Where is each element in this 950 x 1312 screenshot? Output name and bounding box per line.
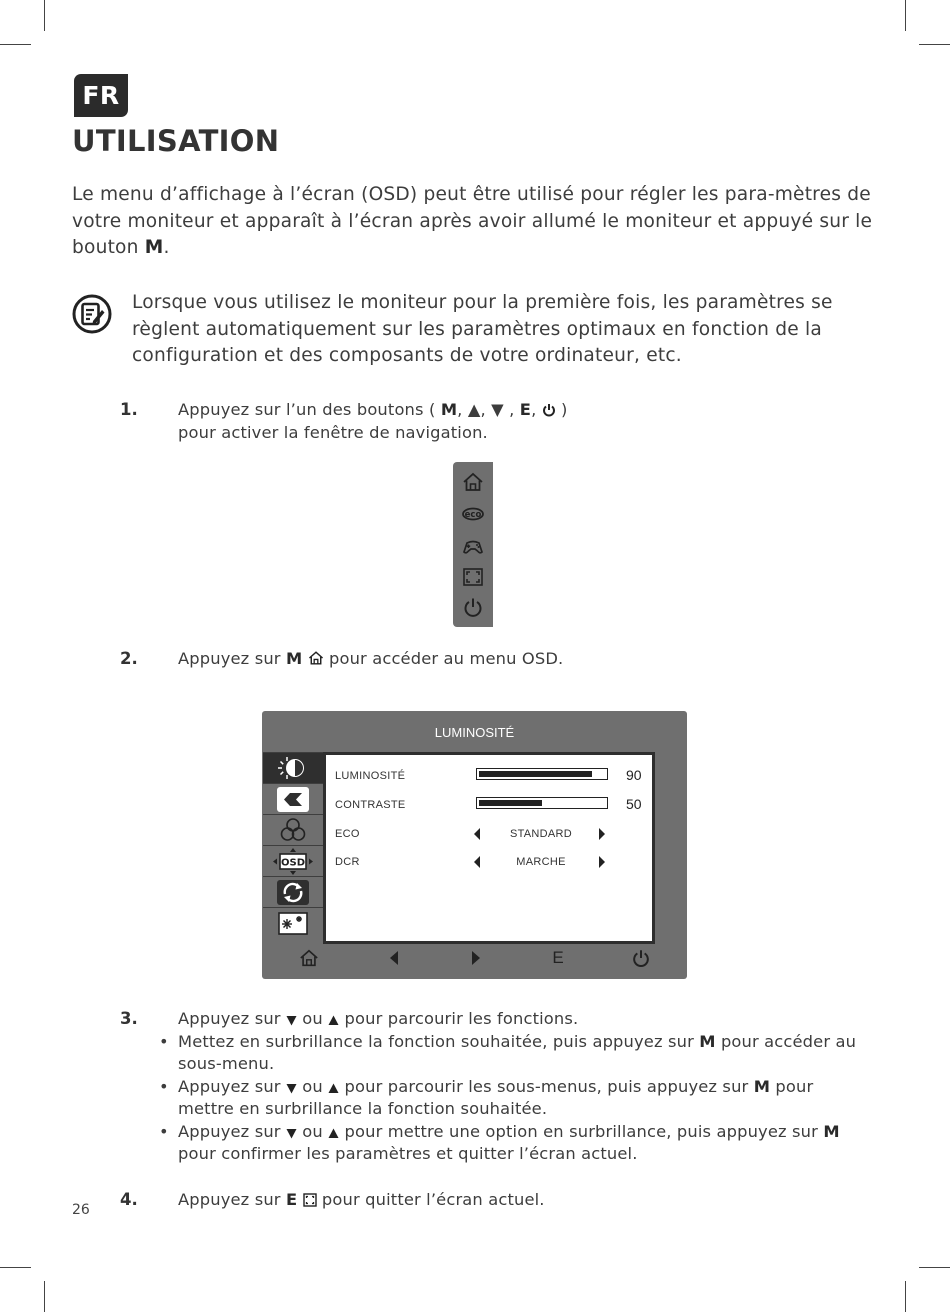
- exit-e-button[interactable]: E: [552, 948, 564, 967]
- home-icon: [308, 650, 324, 666]
- bullet-item: [178, 1076, 868, 1121]
- step-text-part: pour parcourir les fonctions.: [339, 1009, 579, 1028]
- page-title: UTILISATION: [72, 124, 280, 158]
- osd-label-dcr: DCR: [335, 856, 360, 868]
- step-number: 2.: [120, 649, 138, 668]
- contrast-slider[interactable]: [476, 797, 608, 809]
- power-icon[interactable]: [631, 948, 651, 968]
- eco-option: STANDARD: [509, 828, 573, 840]
- crop-mark: [0, 44, 31, 45]
- key-m: M: [753, 1076, 771, 1096]
- home-icon[interactable]: [299, 948, 319, 968]
- step-text-part: Appuyez sur: [178, 1190, 286, 1209]
- bullet-item: [178, 1121, 868, 1166]
- key-m: M: [440, 400, 458, 419]
- osd-tab-osd-settings[interactable]: [263, 845, 323, 876]
- image-icon: [277, 787, 309, 812]
- gamepad-icon[interactable]: [462, 535, 484, 557]
- intro-end: .: [163, 237, 170, 258]
- key-m: M: [144, 237, 164, 258]
- dcr-next-arrow[interactable]: [599, 856, 605, 868]
- crop-mark: [44, 0, 45, 31]
- down-arrow-icon: [286, 1015, 297, 1026]
- dcr-option: MARCHE: [516, 856, 566, 868]
- step-text-part: pour mettre en surbrillance la fonction souhaitée.: [178, 1076, 814, 1118]
- step-4-text: [178, 1189, 868, 1212]
- step-text-part: ou: [296, 1121, 329, 1141]
- step-text-part: pour parcourir les sous-menus, puis appuyez sur: [339, 1076, 754, 1096]
- crop-mark: [919, 1267, 950, 1268]
- step-text-part: pour mettre une option en surbrillance, puis appuyez sur: [339, 1121, 824, 1141]
- step-text-part: Appuyez sur: [178, 1121, 286, 1141]
- intro-paragraph: [72, 182, 882, 262]
- crop-mark: [44, 1281, 45, 1312]
- key-m: M: [823, 1121, 840, 1141]
- step-text-part: pour confirmer les paramètres et quitter l’écran actuel.: [178, 1144, 638, 1163]
- key-e: E: [519, 400, 532, 419]
- slider-fill: [479, 771, 592, 777]
- left-arrow-icon[interactable]: [385, 948, 405, 968]
- osd-sidebar: [263, 752, 323, 940]
- navigation-bar: [453, 462, 493, 627]
- osd-menu: [262, 711, 687, 979]
- osd-settings-icon: [273, 848, 313, 875]
- step-3-intro: [178, 1008, 868, 1031]
- brightness-value: 90: [626, 767, 642, 783]
- intro-text: Le menu d’affichage à l’écran (OSD) peut être utilisé pour régler les para-mètres de votre moniteur et apparaît à l’écran après avoir allumé le moniteur et appuyé sur le bouton: [72, 184, 873, 258]
- osd-settings-panel: [323, 752, 655, 944]
- step-text-part: pour quitter l’écran actuel.: [316, 1190, 545, 1209]
- note-pencil-icon: [72, 294, 112, 334]
- step-text-part: Appuyez sur: [178, 1009, 286, 1028]
- step-text-part: Appuyez sur: [178, 649, 286, 668]
- up-arrow-icon: [328, 1083, 339, 1094]
- up-arrow-icon: [328, 1015, 339, 1026]
- color-icon: [279, 817, 307, 844]
- contrast-value: 50: [626, 796, 642, 812]
- key-m: M: [285, 649, 303, 668]
- osd-tag-text: OSD: [280, 857, 306, 869]
- step-text-part: , ▲, ▼ ,: [457, 400, 520, 419]
- eco-icon[interactable]: [462, 503, 484, 525]
- key-e: E: [285, 1190, 298, 1209]
- step-1-text: [178, 399, 868, 444]
- step-3-text: [178, 1008, 868, 1166]
- step-text-part: pour accéder au sous-menu.: [178, 1031, 857, 1073]
- osd-tab-color[interactable]: [263, 814, 323, 845]
- step-number: 3.: [120, 1009, 138, 1028]
- osd-tab-misc[interactable]: [263, 907, 323, 938]
- crop-mark: [905, 0, 906, 31]
- brightness-slider[interactable]: [476, 768, 608, 780]
- osd-tab-image[interactable]: [263, 783, 323, 814]
- step-text-part: pour accéder au menu OSD.: [323, 649, 564, 668]
- misc-icon: [278, 912, 308, 935]
- osd-label-contraste: CONTRASTE: [335, 799, 406, 811]
- up-arrow-icon: [328, 1128, 339, 1139]
- step-text-part: Appuyez sur: [178, 1076, 286, 1096]
- exit-icon: [303, 1193, 317, 1207]
- right-arrow-icon[interactable]: [465, 948, 485, 968]
- step-text-part: ): [555, 400, 568, 419]
- fullscreen-icon[interactable]: [462, 566, 484, 588]
- step-text-part: Mettez en surbrillance la fonction souhaitée, puis appuyez sur: [178, 1031, 700, 1051]
- step-text-part: ou: [296, 1009, 329, 1028]
- page-number: 26: [72, 1202, 90, 1218]
- osd-title: LUMINOSITÉ: [434, 725, 515, 740]
- slider-fill: [479, 800, 542, 806]
- crop-mark: [905, 1281, 906, 1312]
- down-arrow-icon: [286, 1083, 297, 1094]
- eco-next-arrow[interactable]: [599, 828, 605, 840]
- power-icon[interactable]: [462, 596, 484, 618]
- step-text-part: ,: [531, 400, 542, 419]
- step-number: 1.: [120, 400, 138, 419]
- language-badge: FR: [74, 74, 128, 117]
- eco-icon-text: eco: [464, 510, 482, 520]
- step-text-part: Appuyez sur l’un des boutons (: [178, 400, 441, 419]
- osd-label-luminosite: LUMINOSITÉ: [335, 770, 406, 782]
- brightness-icon: [277, 756, 309, 780]
- down-arrow-icon: [286, 1128, 297, 1139]
- crop-mark: [0, 1267, 31, 1268]
- step-2-text: [178, 648, 868, 671]
- step-text-part: ou: [296, 1076, 329, 1096]
- crop-mark: [919, 44, 950, 45]
- step-text-part: pour activer la fenêtre de navigation.: [178, 422, 488, 442]
- power-icon: [542, 402, 556, 417]
- note-text: Lorsque vous utilisez le moniteur pour la première fois, les paramètres se règlent automatiquement sur les paramètres optimaux en fonction de la configuration et des composants de votre ordinateur, etc.: [132, 292, 833, 366]
- osd-tab-brightness[interactable]: [263, 752, 323, 783]
- osd-tab-reset[interactable]: [263, 876, 323, 907]
- key-m: M: [699, 1031, 716, 1051]
- bullet-item: [178, 1031, 868, 1076]
- osd-label-eco: ECO: [335, 828, 360, 840]
- step-3-bullets: [178, 1031, 868, 1166]
- step-number: 4.: [120, 1190, 138, 1209]
- home-icon[interactable]: [462, 471, 484, 493]
- reset-icon: [277, 880, 309, 905]
